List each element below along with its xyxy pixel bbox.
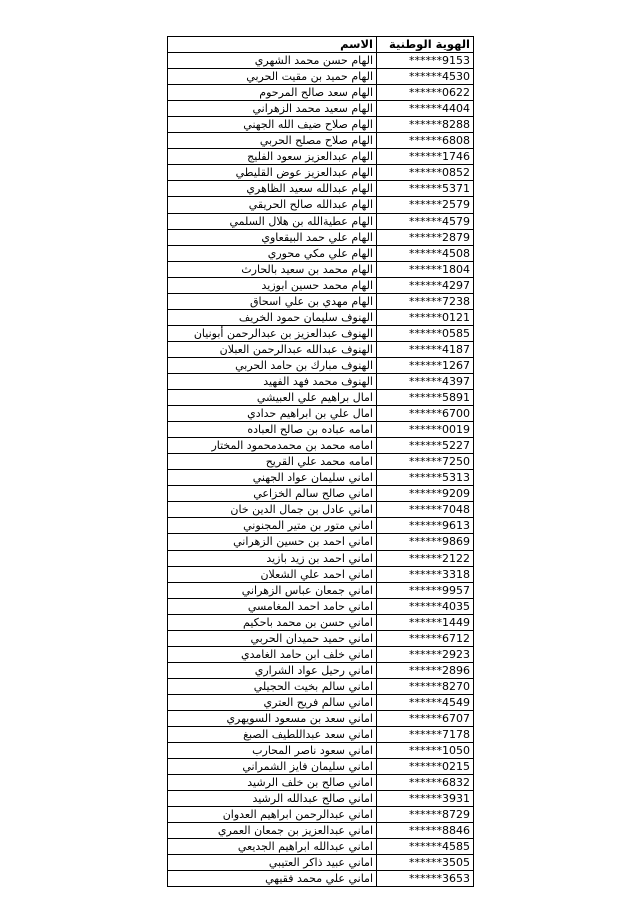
name-cell: اماني عبدالعزيز بن جمعان العمري xyxy=(168,823,377,839)
national-id-cell: ******4297 xyxy=(377,277,474,293)
national-id-cell: ******6707 xyxy=(377,710,474,726)
document-sheet xyxy=(167,36,473,887)
table-row xyxy=(168,775,474,791)
name-cell: اماني احمد بن زيد بازيد xyxy=(168,550,377,566)
table-row xyxy=(168,197,474,213)
table-row xyxy=(168,823,474,839)
name-cell: اماني صالح عبدالله الرشيد xyxy=(168,791,377,807)
table-row xyxy=(168,165,474,181)
national-id-cell: ******4404 xyxy=(377,101,474,117)
table-row xyxy=(168,727,474,743)
name-cell: الهام مهدي بن علي اسحاق xyxy=(168,293,377,309)
national-id-cell: ******1804 xyxy=(377,261,474,277)
table-row xyxy=(168,550,474,566)
table-row xyxy=(168,438,474,454)
id-name-table xyxy=(167,36,474,887)
table-row xyxy=(168,678,474,694)
name-cell: اماني صالح سالم الخزاعي xyxy=(168,486,377,502)
name-cell: الهام عبدالعزيز سعود الفليج xyxy=(168,149,377,165)
national-id-cell: ******4035 xyxy=(377,598,474,614)
header-name: الاسم xyxy=(168,37,377,53)
table-header xyxy=(168,37,474,53)
national-id-cell: ******8846 xyxy=(377,823,474,839)
national-id-cell: ******0215 xyxy=(377,759,474,775)
table-row xyxy=(168,245,474,261)
national-id-cell: ******0585 xyxy=(377,325,474,341)
national-id-cell: ******4397 xyxy=(377,373,474,389)
table-row xyxy=(168,454,474,470)
name-cell: الهنوف عبدالله عبدالرحمن العبلان xyxy=(168,341,377,357)
national-id-cell: ******7238 xyxy=(377,293,474,309)
national-id-cell: ******9209 xyxy=(377,486,474,502)
name-cell: اماني عادل بن جمال الدين خان xyxy=(168,502,377,518)
name-cell: الهنوف محمد فهد الفهيد xyxy=(168,373,377,389)
name-cell: اماني سليمان فايز الشمراني xyxy=(168,759,377,775)
national-id-cell: ******9613 xyxy=(377,518,474,534)
name-cell: اماني سالم بخيت الحجيلي xyxy=(168,678,377,694)
header-row xyxy=(168,37,474,53)
national-id-cell: ******6808 xyxy=(377,133,474,149)
name-cell: اماني سعد عبداللطيف الصبغ xyxy=(168,727,377,743)
name-cell: اماني سليمان عواد الجهني xyxy=(168,470,377,486)
name-cell: اماني عبدالله ابراهيم الجديعي xyxy=(168,839,377,855)
national-id-cell: ******5891 xyxy=(377,390,474,406)
table-row xyxy=(168,486,474,502)
name-cell: اماني عبيد ذاكر العتيبي xyxy=(168,855,377,871)
name-cell: الهام علي مكي محوري xyxy=(168,245,377,261)
name-cell: امامه محمد بن محمدمحمود المختار xyxy=(168,438,377,454)
national-id-cell: ******8729 xyxy=(377,807,474,823)
national-id-cell: ******7250 xyxy=(377,454,474,470)
table-row xyxy=(168,149,474,165)
table-row xyxy=(168,791,474,807)
name-cell: اماني احمد بن حسين الزهراني xyxy=(168,534,377,550)
name-cell: امامه عباده بن صالح العباده xyxy=(168,422,377,438)
name-cell: الهنوف عبدالعزيز بن عبدالرحمن أبونيان xyxy=(168,325,377,341)
national-id-cell: ******5371 xyxy=(377,181,474,197)
national-id-cell: ******7048 xyxy=(377,502,474,518)
name-cell: اماني احمد علي الشعلان xyxy=(168,566,377,582)
national-id-cell: ******0121 xyxy=(377,309,474,325)
table-row xyxy=(168,839,474,855)
name-cell: الهام حميد بن مقيت الحربي xyxy=(168,69,377,85)
table-row xyxy=(168,133,474,149)
table-row xyxy=(168,181,474,197)
national-id-cell: ******2122 xyxy=(377,550,474,566)
table-row xyxy=(168,390,474,406)
table-row xyxy=(168,662,474,678)
name-cell: اماني حميد حميدان الحربي xyxy=(168,630,377,646)
table-row xyxy=(168,566,474,582)
name-cell: امال علي بن ابراهيم حدادي xyxy=(168,406,377,422)
table-row xyxy=(168,534,474,550)
national-id-cell: ******0852 xyxy=(377,165,474,181)
name-cell: اماني سالم فريح العتري xyxy=(168,694,377,710)
name-cell: الهام علي حمد البيقعاوي xyxy=(168,229,377,245)
national-id-cell: ******8288 xyxy=(377,117,474,133)
table-row xyxy=(168,261,474,277)
name-cell: الهنوف سليمان حمود الخريف xyxy=(168,309,377,325)
table-row xyxy=(168,309,474,325)
table-row xyxy=(168,373,474,389)
national-id-cell: ******2923 xyxy=(377,646,474,662)
name-cell: الهام محمد حسين ابوزيد xyxy=(168,277,377,293)
national-id-cell: ******3931 xyxy=(377,791,474,807)
table-row xyxy=(168,325,474,341)
national-id-cell: ******3318 xyxy=(377,566,474,582)
name-cell: الهنوف مبارك بن حامد الحربي xyxy=(168,357,377,373)
name-cell: اماني علي محمد فقيهي xyxy=(168,871,377,887)
national-id-cell: ******0622 xyxy=(377,85,474,101)
header-national-id: الهوية الوطنية xyxy=(377,37,474,53)
table-row xyxy=(168,406,474,422)
table-row xyxy=(168,614,474,630)
national-id-cell: ******4187 xyxy=(377,341,474,357)
name-cell: اماني متور بن متير المجنوني xyxy=(168,518,377,534)
table-row xyxy=(168,229,474,245)
table-row xyxy=(168,69,474,85)
national-id-cell: ******3653 xyxy=(377,871,474,887)
national-id-cell: ******6712 xyxy=(377,630,474,646)
national-id-cell: ******2579 xyxy=(377,197,474,213)
national-id-cell: ******1746 xyxy=(377,149,474,165)
name-cell: اماني خلف ابن حامد الغامدي xyxy=(168,646,377,662)
name-cell: الهام صلاح ضيف الله الجهني xyxy=(168,117,377,133)
table-row xyxy=(168,855,474,871)
national-id-cell: ******0019 xyxy=(377,422,474,438)
national-id-cell: ******1267 xyxy=(377,357,474,373)
table-row xyxy=(168,710,474,726)
name-cell: اماني سعود ناصر المحارب xyxy=(168,743,377,759)
national-id-cell: ******3505 xyxy=(377,855,474,871)
table-row xyxy=(168,759,474,775)
national-id-cell: ******2879 xyxy=(377,229,474,245)
table-row xyxy=(168,422,474,438)
name-cell: الهام سعيد محمد الزهراني xyxy=(168,101,377,117)
name-cell: الهام محمد بن سعيد بالحارث xyxy=(168,261,377,277)
table-row xyxy=(168,743,474,759)
national-id-cell: ******8270 xyxy=(377,678,474,694)
national-id-cell: ******5227 xyxy=(377,438,474,454)
name-cell: الهام حسن محمد الشهري xyxy=(168,53,377,69)
national-id-cell: ******4508 xyxy=(377,245,474,261)
table-row xyxy=(168,694,474,710)
table-row xyxy=(168,807,474,823)
name-cell: الهام عبدالله صالح الحريقي xyxy=(168,197,377,213)
name-cell: اماني رحيل عواد الشراري xyxy=(168,662,377,678)
table-row xyxy=(168,357,474,373)
national-id-cell: ******4585 xyxy=(377,839,474,855)
national-id-cell: ******9153 xyxy=(377,53,474,69)
table-row xyxy=(168,341,474,357)
table-row xyxy=(168,582,474,598)
table-row xyxy=(168,871,474,887)
national-id-cell: ******7178 xyxy=(377,727,474,743)
name-cell: اماني سعد بن مسعود السويهري xyxy=(168,710,377,726)
name-cell: الهام سعد صالح المرحوم xyxy=(168,85,377,101)
name-cell: اماني صالح بن خلف الرشيد xyxy=(168,775,377,791)
table-row xyxy=(168,518,474,534)
national-id-cell: ******5313 xyxy=(377,470,474,486)
national-id-cell: ******1449 xyxy=(377,614,474,630)
table-row xyxy=(168,630,474,646)
table-row xyxy=(168,85,474,101)
national-id-cell: ******6700 xyxy=(377,406,474,422)
national-id-cell: ******4530 xyxy=(377,69,474,85)
name-cell: اماني حامد احمد المغامسي xyxy=(168,598,377,614)
table-row xyxy=(168,646,474,662)
table-row xyxy=(168,502,474,518)
national-id-cell: ******1050 xyxy=(377,743,474,759)
table-row xyxy=(168,117,474,133)
national-id-cell: ******6832 xyxy=(377,775,474,791)
name-cell: امال براهيم علي العبيشي xyxy=(168,390,377,406)
name-cell: الهام صلاح مصلح الحربي xyxy=(168,133,377,149)
table-row xyxy=(168,101,474,117)
table-row xyxy=(168,277,474,293)
national-id-cell: ******4579 xyxy=(377,213,474,229)
national-id-cell: ******2896 xyxy=(377,662,474,678)
national-id-cell: ******9869 xyxy=(377,534,474,550)
table-row xyxy=(168,470,474,486)
table-body xyxy=(168,53,474,887)
national-id-cell: ******4549 xyxy=(377,694,474,710)
national-id-cell: ******9957 xyxy=(377,582,474,598)
name-cell: اماني حسن بن محمد باحكيم xyxy=(168,614,377,630)
name-cell: اماني جمعان عباس الزهراني xyxy=(168,582,377,598)
table-row xyxy=(168,598,474,614)
name-cell: الهام عطيةالله بن هلال السلمي xyxy=(168,213,377,229)
name-cell: اماني عبدالرحمن ابراهيم العدوان xyxy=(168,807,377,823)
name-cell: امامه محمد علي القريح xyxy=(168,454,377,470)
table-row xyxy=(168,213,474,229)
table-row xyxy=(168,293,474,309)
name-cell: الهام عبدالعزيز عوض القليطي xyxy=(168,165,377,181)
table-row xyxy=(168,53,474,69)
name-cell: الهام عبدالله سعيد الظاهري xyxy=(168,181,377,197)
